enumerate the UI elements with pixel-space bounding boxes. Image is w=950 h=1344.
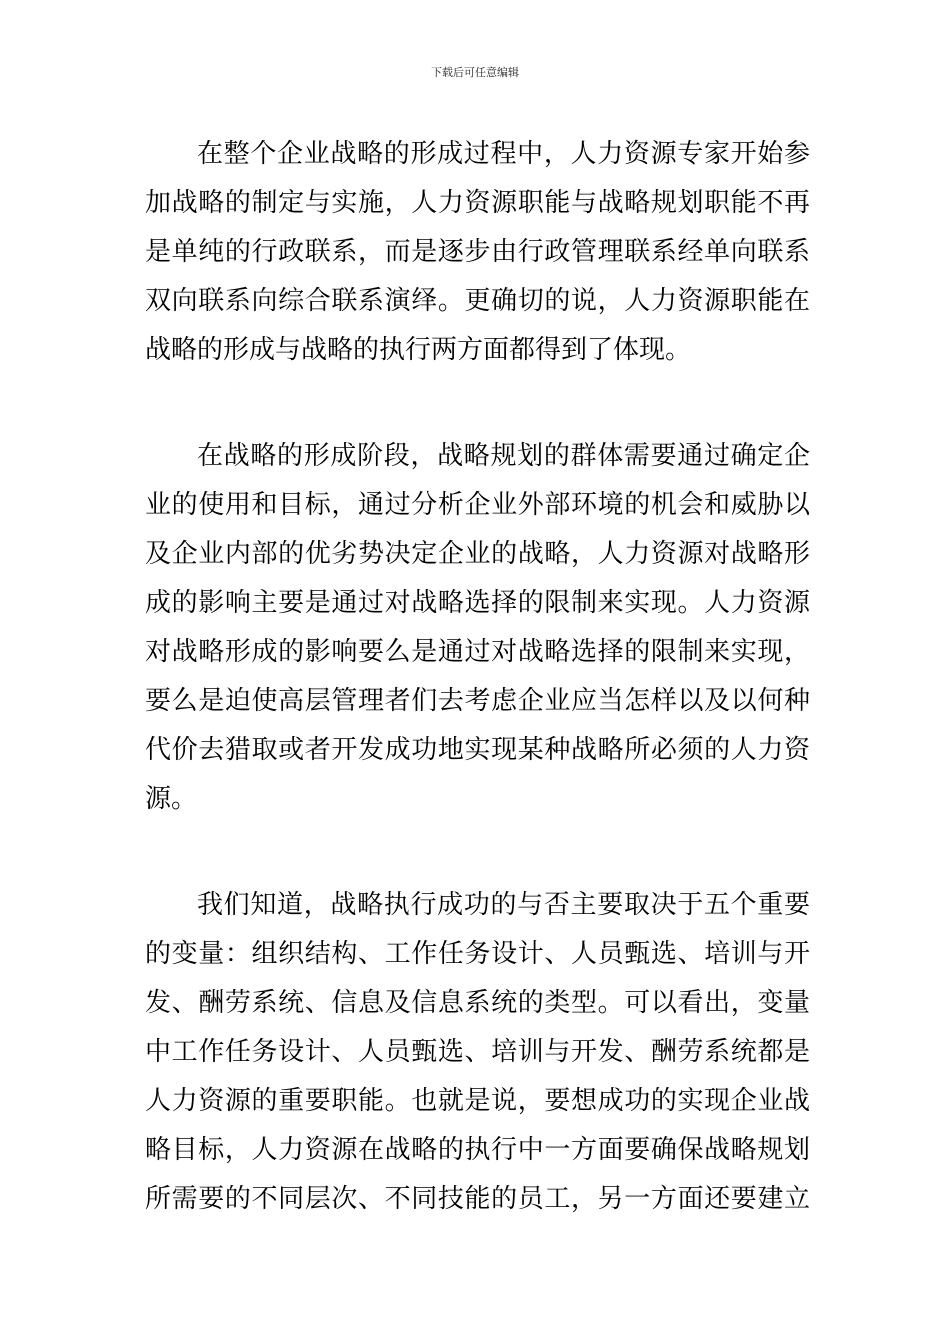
paragraph-line: 是单纯的行政联系，而是逐步由行政管理联系经单向联系 [145,237,810,267]
paragraph-2 [145,432,810,824]
paragraph-line: 在整个企业战略的形成过程中，人力资源专家开始参 [197,139,810,169]
paragraph-3 [145,881,810,1224]
paragraph-line: 略目标，人力资源在战略的执行中一方面要确保战略规划 [145,1135,810,1165]
page-header: 下载后可任意编辑 [431,66,519,79]
paragraph-1 [145,130,810,375]
paragraph-line: 要么是迫使高层管理者们去考虑企业应当怎样以及以何种 [145,686,810,716]
paragraph-line: 人力资源的重要职能。也就是说，要想成功的实现企业战 [145,1086,810,1116]
paragraph-spacer [145,375,810,432]
paragraph-line: 所需要的不同层次、不同技能的员工，另一方面还要建立 [145,1184,810,1214]
paragraph-line: 及企业内部的优劣势决定企业的战略，人力资源对战略形 [145,539,810,569]
paragraph-line: 战略的形成与战略的执行两方面都得到了体现。 [145,335,692,365]
paragraph-line: 我们知道，战略执行成功的与否主要取决于五个重要 [197,890,810,920]
paragraph-line: 中工作任务设计、人员甄选、培训与开发、酬劳系统都是 [145,1037,810,1067]
paragraph-line: 的变量：组织结构、工作任务设计、人员甄选、培训与开 [145,939,810,969]
paragraph-line: 成的影响主要是通过对战略选择的限制来实现。人力资源 [145,588,810,618]
paragraph-line: 代价去猎取或者开发成功地实现某种战略所必须的人力资 [145,735,810,765]
paragraph-line: 加战略的制定与实施，人力资源职能与战略规划职能不再 [145,188,810,218]
paragraph-spacer [145,824,810,881]
paragraph-line: 在战略的形成阶段，战略规划的群体需要通过确定企 [197,441,810,471]
paragraph-line: 源。 [145,784,198,814]
document-body [145,130,810,1224]
paragraph-line: 对战略形成的影响要么是通过对战略选择的限制来实现， [145,637,810,667]
paragraph-line: 双向联系向综合联系演绎。更确切的说，人力资源职能在 [145,286,810,316]
paragraph-line: 发、酬劳系统、信息及信息系统的类型。可以看出，变量 [145,988,810,1018]
paragraph-line: 业的使用和目标，通过分析企业外部环境的机会和威胁以 [145,490,810,520]
